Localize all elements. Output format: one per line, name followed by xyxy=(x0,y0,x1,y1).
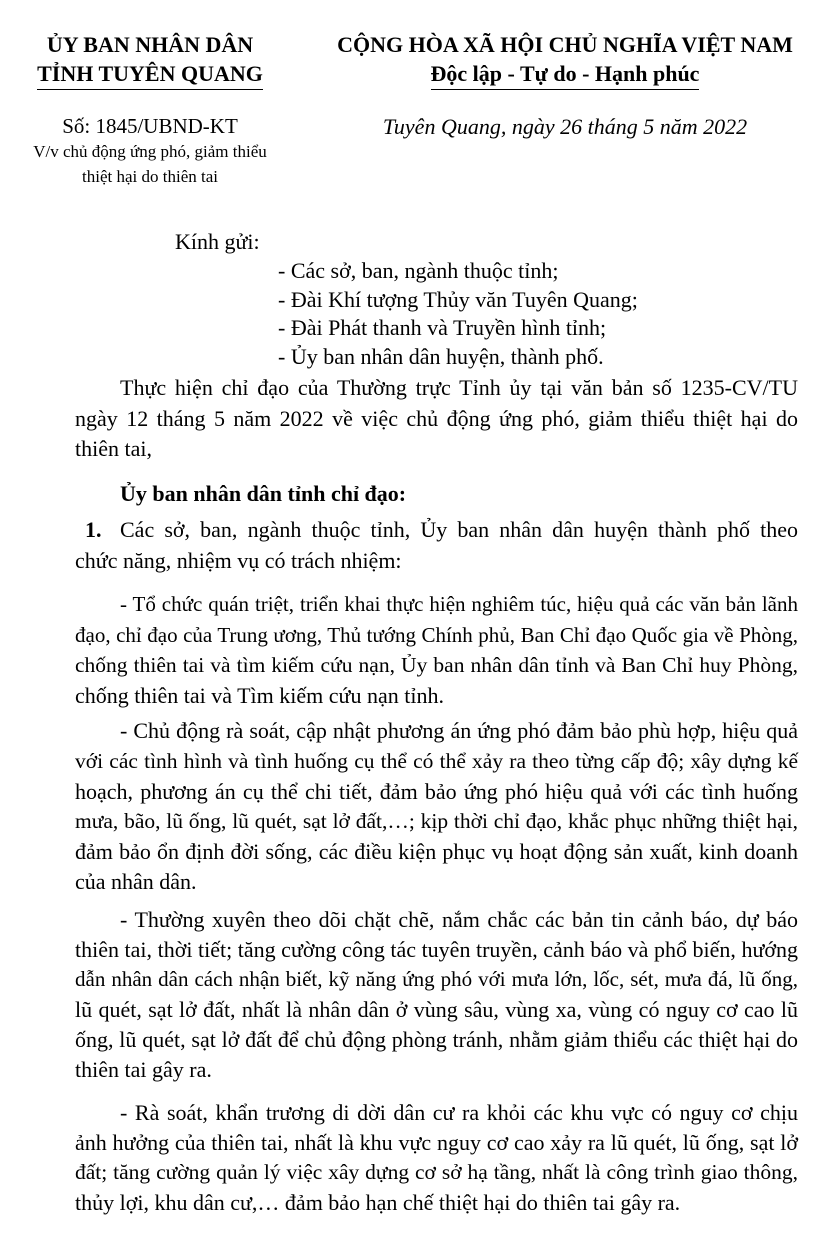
subject-line: V/v chủ động ứng phó, giảm thiểu xyxy=(33,142,267,161)
bullet-line: - Chủ động rà soát, cập nhật phương án ứng phó đảm bảo phù hợp, hiệu quả xyxy=(120,718,798,743)
item-line: chức năng, nhiệm vụ có trách nhiệm: xyxy=(75,548,402,573)
item-line: Các sở, ban, ngành thuộc tỉnh, Ủy ban nhân dân huyện thành phố theo xyxy=(120,517,798,542)
bullet-line: của nhân dân. xyxy=(75,869,197,894)
bullet-line: - Thường xuyên theo dõi chặt chẽ, nắm chắc các bản tin cảnh báo, dự báo xyxy=(120,907,798,932)
intro-line: thiên tai, xyxy=(75,436,152,461)
bullet-line: ống, lũ quét, sạt lở đất để chủ động phòng tránh, nhằm giảm thiểu các thiệt hại do xyxy=(75,1027,798,1052)
authority-name-line1: ỦY BAN NHÂN DÂN xyxy=(46,32,254,57)
recipient-item: - Các sở, ban, ngành thuộc tỉnh; xyxy=(278,258,559,283)
bullet-line: chống thiên tai và Tìm kiếm cứu nạn tỉnh. xyxy=(75,683,444,708)
authority-name-line2: TỈNH TUYÊN QUANG xyxy=(37,59,263,90)
bullet-line: với các tình hình và tình huống cụ thể có thể xảy ra theo từng cấp độ; xây dựng kế xyxy=(75,749,798,773)
bullet-line: thiên tai gây ra. xyxy=(75,1057,212,1082)
recipient-item: - Ủy ban nhân dân huyện, thành phố. xyxy=(278,344,604,370)
intro-line: Thực hiện chỉ đạo của Thường trực Tỉnh ủy tại văn bản số 1235-CV/TU xyxy=(120,375,798,400)
bullet-line: thủy lợi, khu dân cư,… đảm bảo hạn chế thiệt hại do thiên tai gây ra. xyxy=(75,1190,681,1215)
recipient-item: - Đài Khí tượng Thủy văn Tuyên Quang; xyxy=(278,286,638,312)
recipient-list xyxy=(278,257,638,372)
bullet-line: - Tổ chức quán triệt, triển khai thực hiện nghiêm túc, hiệu quả các văn bản lãnh xyxy=(120,592,798,616)
bullet-line: mưa, bão, lũ ống, lũ quét, sạt lở đất,…; kịp thời chỉ đạo, khắc phục những thiệt hại, xyxy=(75,809,798,833)
document-subject xyxy=(0,139,300,189)
bullet-line: đảm bảo ổn định đời sống, các điều kiện phục vụ hoạt động sản xuất, kinh doanh xyxy=(75,839,798,864)
bullet-line: dẫn nhân dân cách nhận biết, kỹ năng ứng phó với mưa lớn, lốc, sét, mưa đá, lũ ống, xyxy=(75,967,798,991)
directive-heading: Ủy ban nhân dân tỉnh chỉ đạo: xyxy=(120,481,407,506)
intro-line: ngày 12 tháng 5 năm 2022 về việc chủ động ứng phó, giảm thiểu thiệt hại do xyxy=(75,406,798,431)
issuing-authority xyxy=(0,30,300,90)
bullet-line: - Rà soát, khẩn trương di dời dân cư ra khỏi các khu vực có nguy cơ chịu xyxy=(120,1100,798,1125)
document-date: Tuyên Quang, ngày 26 tháng 5 năm 2022 xyxy=(382,114,748,139)
bullet-line: đạo, chỉ đạo của Trung ương, Thủ tướng Chính phủ, Ban Chỉ đạo Quốc gia về Phòng, xyxy=(75,623,798,647)
bullet-line: đất; tăng cường quản lý việc xây dựng cơ sở hạ tầng, nhất là công trình giao thông, xyxy=(75,1160,798,1184)
bullet-line: chống thiên tai và tìm kiếm cứu nạn, Ủy ban nhân dân tỉnh và Ban Chỉ huy Phòng, xyxy=(75,653,798,677)
bullet-line: ảnh hưởng của thiên tai, nhất là khu vực nguy cơ cao xảy ra lũ quét, lũ ống, sạt lở xyxy=(75,1130,798,1155)
document-number: Số: 1845/UBND-KT xyxy=(62,114,238,138)
bullet-line: lũ quét, sạt lở đất, nhất là nhân dân ở vùng sâu, vùng xa, vùng có nguy cơ cao lũ xyxy=(75,997,798,1022)
bullet-line: thiên tai, thời tiết; tăng cường công tác tuyên truyền, cảnh báo và phổ biến, hướng xyxy=(75,937,798,962)
recipient-item: - Đài Phát thanh và Truyền hình tỉnh; xyxy=(278,315,607,341)
bullet-line: hoạch, phương án cụ thể chi tiết, đảm bảo ứng phó hiệu quả với các tình huống xyxy=(75,779,798,804)
national-motto: Độc lập - Tự do - Hạnh phúc xyxy=(431,59,700,90)
national-heading xyxy=(305,30,825,90)
salutation: Kính gửi: xyxy=(175,229,260,254)
nation-title: CỘNG HÒA XÃ HỘI CHỦ NGHĨA VIỆT NAM xyxy=(337,32,793,57)
item-number: 1. xyxy=(85,517,102,542)
subject-line: thiệt hại do thiên tai xyxy=(82,167,218,186)
